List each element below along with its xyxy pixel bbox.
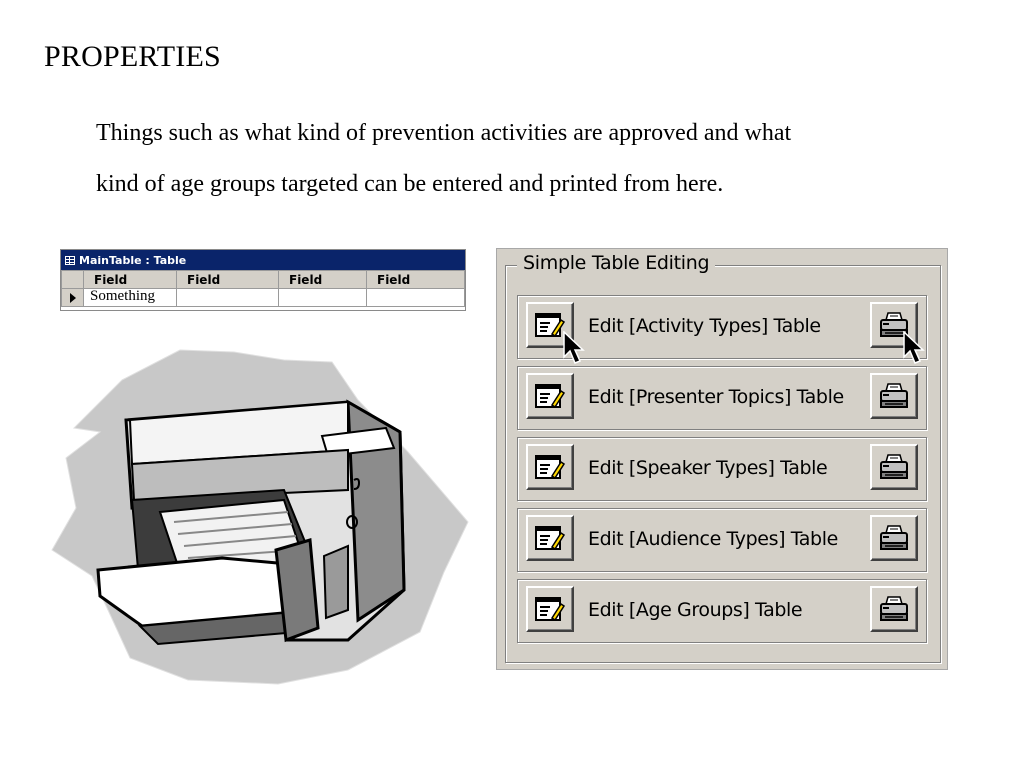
printer-icon (879, 596, 909, 622)
edit-speaker-types-button[interactable] (526, 444, 574, 490)
edit-audience-types-label: Edit [Audience Types] Table (588, 528, 838, 550)
edit-presenter-topics-button[interactable] (526, 373, 574, 419)
print-presenter-topics-button[interactable] (870, 373, 918, 419)
edit-activity-types-label: Edit [Activity Types] Table (588, 315, 821, 337)
edit-row-speaker-types (517, 437, 927, 501)
simple-table-editing-panel (496, 248, 948, 670)
edit-speaker-types-label: Edit [Speaker Types] Table (588, 457, 828, 479)
datasheet-title: MainTable : Table (79, 253, 187, 267)
maintable-datasheet-window (60, 249, 466, 311)
edit-row-audience-types (517, 508, 927, 572)
datasheet-titlebar[interactable] (61, 250, 465, 270)
table-cell[interactable] (367, 289, 465, 307)
body-line-2: kind of age groups targeted can be entered and printed from here. (96, 171, 724, 197)
table-cell[interactable] (177, 289, 279, 307)
notepad-pencil-icon (535, 312, 565, 338)
edit-row-presenter-topics (517, 366, 927, 430)
column-header[interactable]: Field (367, 271, 465, 289)
print-audience-types-button[interactable] (870, 515, 918, 561)
notepad-pencil-icon (535, 596, 565, 622)
notepad-pencil-icon (535, 525, 565, 551)
edit-audience-types-button[interactable] (526, 515, 574, 561)
printer-icon (879, 454, 909, 480)
header-selector[interactable] (62, 271, 84, 289)
table-cell[interactable] (279, 289, 367, 307)
print-speaker-types-button[interactable] (870, 444, 918, 490)
edit-age-groups-button[interactable] (526, 586, 574, 632)
edit-age-groups-label: Edit [Age Groups] Table (588, 599, 803, 621)
edit-row-age-groups (517, 579, 927, 643)
mouse-pointer-icon (903, 331, 925, 365)
printer-clipart-icon (48, 340, 472, 688)
current-record-arrow-icon (70, 293, 76, 303)
group-title: Simple Table Editing (517, 252, 715, 274)
record-selector[interactable] (62, 289, 84, 307)
notepad-pencil-icon (535, 454, 565, 480)
table-row (62, 289, 465, 307)
datasheet-header-row (62, 271, 465, 289)
table-cell[interactable]: Something (84, 289, 177, 307)
datasheet-grid (61, 270, 465, 307)
notepad-pencil-icon (535, 383, 565, 409)
slide-title: PROPERTIES (44, 40, 221, 73)
mouse-pointer-icon (563, 331, 585, 365)
table-icon (65, 256, 75, 265)
edit-presenter-topics-label: Edit [Presenter Topics] Table (588, 386, 844, 408)
printer-icon (879, 383, 909, 409)
body-line-1: Things such as what kind of prevention activities are approved and what (96, 120, 792, 146)
column-header[interactable]: Field (279, 271, 367, 289)
print-age-groups-button[interactable] (870, 586, 918, 632)
column-header[interactable]: Field (177, 271, 279, 289)
printer-icon (879, 525, 909, 551)
slide-body (96, 108, 956, 210)
column-header[interactable]: Field (84, 271, 177, 289)
